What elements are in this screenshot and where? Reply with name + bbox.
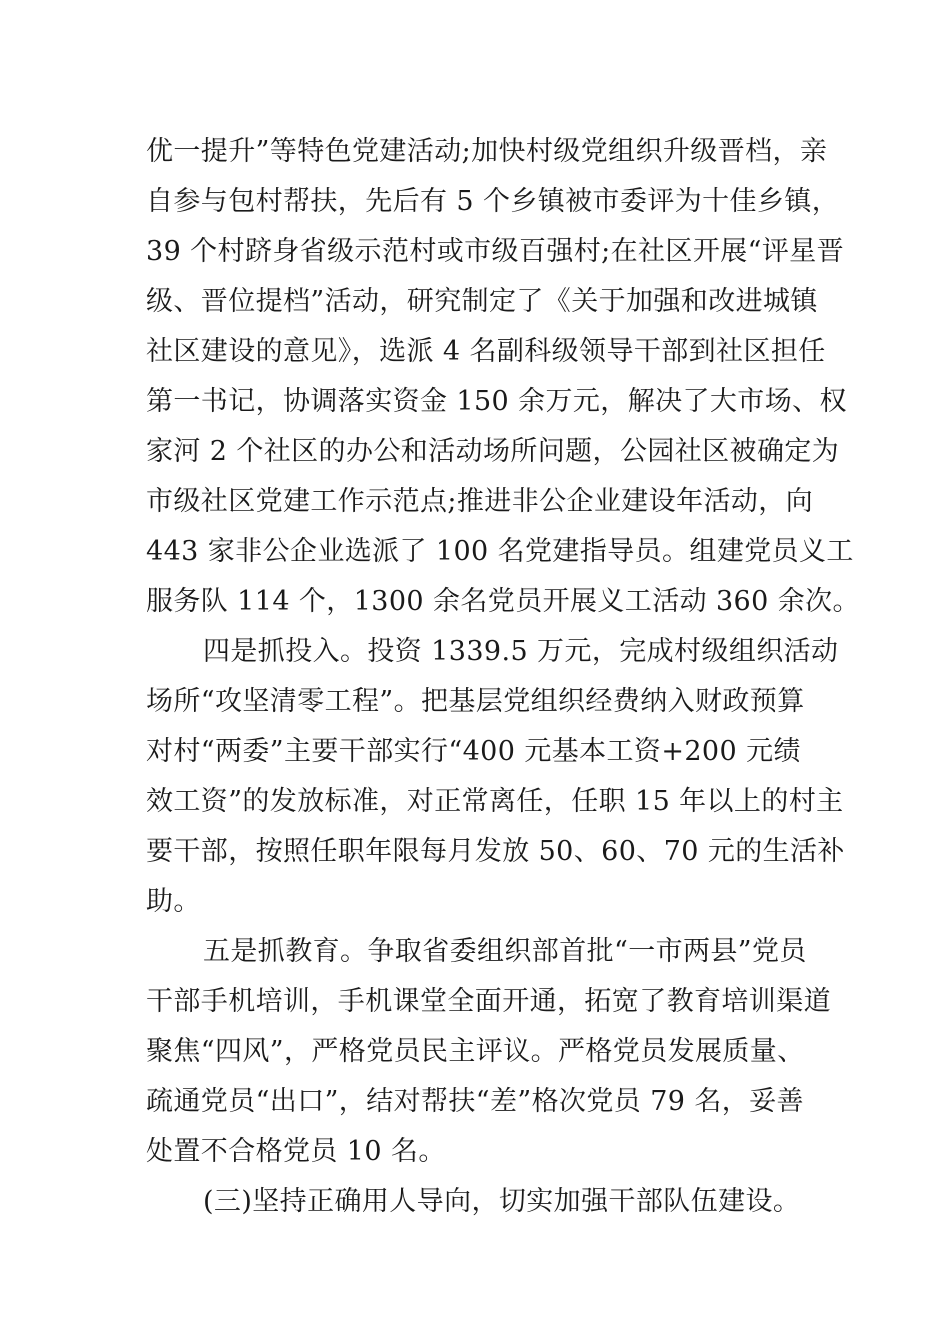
section-heading: (三)坚持正确用人导向，切实加强干部队伍建设。 bbox=[203, 1186, 801, 1217]
text-line: 社区建设的意见》，选派 4 名副科级领导干部到社区担任 bbox=[146, 336, 826, 367]
text-line: 助。 bbox=[146, 886, 201, 917]
text-line: 优一提升”等特色党建活动;加快村级党组织升级晋档，亲 bbox=[146, 136, 828, 167]
text-line: 干部手机培训，手机课堂全面开通，拓宽了教育培训渠道 bbox=[146, 986, 831, 1017]
text-line: 场所“攻坚清零工程”。把基层党组织经费纳入财政预算 bbox=[146, 686, 805, 717]
text-line: 自参与包村帮扶，先后有 5 个乡镇被市委评为十佳乡镇， bbox=[146, 186, 840, 217]
text-line: 效工资”的发放标准，对正常离任，任职 15 年以上的村主 bbox=[146, 786, 844, 817]
text-line: 处置不合格党员 10 名。 bbox=[146, 1136, 446, 1167]
text-line: 服务队 114 个，1300 余名党员开展义工活动 360 余次。 bbox=[146, 586, 860, 617]
paragraph-first-line: 四是抓投入。投资 1339.5 万元，完成村级组织活动 bbox=[203, 636, 839, 667]
text-line: 第一书记，协调落实资金 150 余万元，解决了大市场、权 bbox=[146, 386, 847, 417]
text-line: 市级社区党建工作示范点;推进非公企业建设年活动，向 bbox=[146, 486, 814, 517]
text-line: 聚焦“四风”，严格党员民主评议。严格党员发展质量、 bbox=[146, 1036, 805, 1067]
text-line: 443 家非公企业选派了 100 名党建指导员。组建党员义工 bbox=[146, 536, 854, 567]
text-line: 对村“两委”主要干部实行“400 元基本工资+200 元绩 bbox=[146, 736, 801, 767]
text-line: 家河 2 个社区的办公和活动场所问题，公园社区被确定为 bbox=[146, 436, 840, 467]
text-line: 疏通党员“出口”，结对帮扶“差”格次党员 79 名，妥善 bbox=[146, 1086, 804, 1117]
text-line: 39 个村跻身省级示范村或市级百强村;在社区开展“评星晋 bbox=[146, 236, 845, 267]
text-line: 级、晋位提档”活动，研究制定了《关于加强和改进城镇 bbox=[146, 286, 818, 317]
paragraph-first-line: 五是抓教育。争取省委组织部首批“一市两县”党员 bbox=[203, 936, 807, 967]
text-line: 要干部，按照任职年限每月发放 50、60、70 元的生活补 bbox=[146, 836, 845, 867]
